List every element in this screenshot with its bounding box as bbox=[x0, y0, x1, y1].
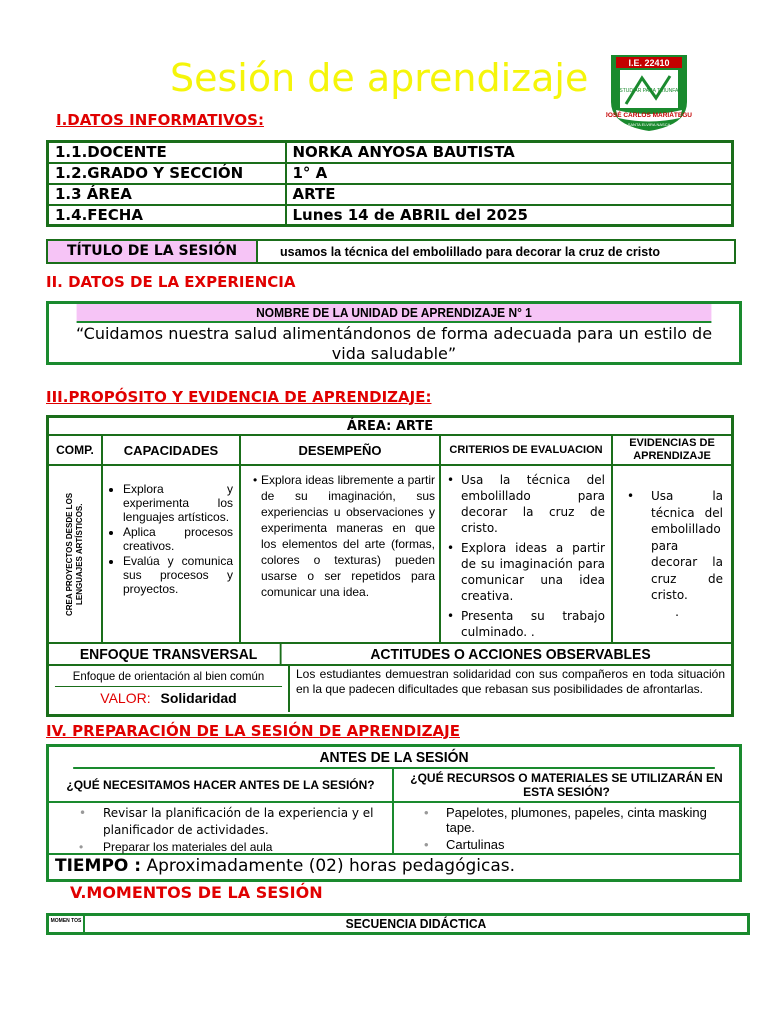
competencia: CREA PROYECTOS DESDE LOS LENGUAJES ARTÍSTICOS. bbox=[65, 492, 84, 616]
capacidades-cell bbox=[103, 466, 241, 642]
q2-label: ¿QUÉ RECURSOS O MATERIALES SE UTILIZARÁN EN ESTA SESIÓN? bbox=[410, 771, 723, 799]
list-item: • Presenta su trabajo culminado. . bbox=[447, 609, 605, 639]
table-row bbox=[48, 205, 733, 226]
bullet-icon: • bbox=[627, 489, 635, 503]
area-header: ÁREA: ARTE bbox=[49, 418, 731, 436]
valor-label: VALOR: bbox=[100, 690, 151, 706]
row-label: 1.3 ÁREA bbox=[48, 184, 286, 205]
list-item: • Preparar los materiales del aula bbox=[79, 840, 273, 854]
momentos-table bbox=[46, 913, 750, 935]
recursos-cell bbox=[394, 803, 739, 853]
list-item: • Evalúa y comunica sus procesos y proyectos. bbox=[123, 554, 233, 596]
table-row bbox=[48, 184, 733, 205]
row-label: 1.1.DOCENTE bbox=[48, 142, 286, 163]
unit-box bbox=[46, 301, 742, 365]
enfoque-value: Enfoque de orientación al bien común bbox=[55, 666, 282, 687]
row-value: ARTE bbox=[286, 184, 733, 205]
list-item: • Explora ideas a partir de su imaginación para comunicar una idea creativa. bbox=[447, 541, 605, 603]
purpose-table bbox=[46, 415, 734, 717]
evidencias-text: Usa la técnica del embolillado para decorar la cruz de cristo. bbox=[651, 489, 723, 602]
row-value: 1° A bbox=[286, 163, 733, 184]
unit-name: “Cuidamos nuestra salud alimentándonos de forma adecuada para un estilo de vida saludable” bbox=[75, 324, 713, 363]
row-value: NORKA ANYOSA BAUTISTA bbox=[286, 142, 733, 163]
section3-heading: III.PROPÓSITO Y EVIDENCIA DE APRENDIZAJE: bbox=[46, 388, 432, 406]
bullet-icon: • bbox=[79, 806, 87, 820]
secuencia-label: SECUENCIA DIDÁCTICA bbox=[345, 916, 487, 931]
desempeno-text: Explora ideas libremente a partir de su imaginación, sus experiencias u observaciones y experimenta maneras en que los elementos del arte (formas, colores o texturas) pueden usarse o ser repetidos para comunicar una idea. bbox=[261, 473, 435, 599]
school-logo bbox=[606, 48, 692, 134]
enfoque-label: ENFOQUE TRANSVERSAL bbox=[57, 644, 281, 664]
comp-header: COMP. bbox=[49, 436, 103, 464]
bullet-icon: • bbox=[447, 473, 455, 487]
logo-sub: SANTA ELVIRA NASCA bbox=[627, 122, 671, 127]
row-value: Lunes 14 de ABRIL del 2025 bbox=[286, 205, 733, 226]
table-row bbox=[48, 163, 733, 184]
evidencias-header: EVIDENCIAS DE APRENDIZAJE bbox=[629, 437, 715, 462]
row-label: 1.2.GRADO Y SECCIÓN bbox=[48, 163, 286, 184]
list-item: • Papelotes, plumones, papeles, cinta masking tape. bbox=[424, 805, 707, 835]
list-item: • Cartulinas bbox=[424, 837, 505, 852]
antes-label: ANTES DE LA SESIÓN bbox=[73, 747, 715, 769]
capacidades-header: CAPACIDADES bbox=[103, 436, 241, 464]
section2-heading: II. DATOS DE LA EXPERIENCIA bbox=[46, 273, 296, 291]
list-item: • Explora y experimenta los lenguajes artísticos. bbox=[123, 482, 233, 524]
session-title-bar bbox=[46, 239, 736, 264]
list-item: • Aplica procesos creativos. bbox=[123, 525, 233, 553]
momentos-label: MOMEN TOS bbox=[49, 916, 85, 932]
session-title-value: usamos la técnica del embolillado para decorar la cruz de cristo bbox=[280, 245, 660, 259]
session-title-label: TÍTULO DE LA SESIÓN bbox=[48, 241, 258, 262]
section4-heading: IV. PREPARACIÓN DE LA SESIÓN DE APRENDIZAJE bbox=[46, 722, 460, 740]
bullet-icon: • bbox=[447, 541, 455, 555]
bullet-icon: • bbox=[447, 609, 455, 623]
q1-label: ¿QUÉ NECESITAMOS HACER ANTES DE LA SESIÓN? bbox=[49, 769, 394, 801]
table-row bbox=[48, 142, 733, 163]
tiempo-label: TIEMPO : bbox=[55, 856, 142, 876]
hacer-cell bbox=[49, 803, 394, 853]
info-table bbox=[46, 140, 734, 227]
tiempo-value: Aproximadamente (02) horas pedagógicas. bbox=[146, 856, 516, 876]
unit-label: NOMBRE DE LA UNIDAD DE APRENDIZAJE N° 1 bbox=[77, 304, 712, 323]
logo-motto: ESTUDIAR PARA TRIUNFAR bbox=[616, 88, 682, 94]
list-item: • Revisar la planificación de la experiencia y el planificador de actividades. bbox=[79, 806, 374, 837]
bullet-icon: • bbox=[253, 473, 258, 487]
logo-top-text: I.E. 22410 bbox=[628, 58, 670, 68]
evidencias-trailing: . bbox=[675, 604, 679, 619]
section1-heading: I.DATOS INFORMATIVOS: bbox=[56, 111, 264, 129]
desempeno-cell bbox=[241, 466, 441, 642]
actitudes-value: Los estudiantes demuestran solidaridad con sus compañeros en toda situación en la que padecen dificultades que rebasan sus posibilidades de afrontarlas. bbox=[296, 667, 725, 696]
evidencias-cell bbox=[613, 466, 731, 642]
criterios-header: CRITERIOS DE EVALUACION bbox=[441, 436, 613, 464]
criterios-cell bbox=[441, 466, 613, 642]
preparation-table bbox=[46, 744, 742, 882]
bullet-icon: • bbox=[79, 840, 84, 854]
row-label: 1.4.FECHA bbox=[48, 205, 286, 226]
actitudes-label: ACTITUDES O ACCIONES OBSERVABLES bbox=[370, 646, 651, 663]
list-item: • Usa la técnica del embolillado para decorar la cruz de cristo. bbox=[447, 473, 605, 535]
section5-heading: V.MOMENTOS DE LA SESIÓN bbox=[70, 883, 323, 902]
page-title: Sesión de aprendizaje bbox=[170, 56, 589, 100]
bullet-icon: • bbox=[424, 805, 429, 820]
logo-name: JOSÉ CARLOS MARIÁTEGUI bbox=[606, 112, 692, 119]
valor-value: Solidaridad bbox=[160, 690, 237, 706]
bullet-icon: • bbox=[424, 837, 429, 852]
desempeno-header: DESEMPEÑO bbox=[241, 436, 441, 464]
